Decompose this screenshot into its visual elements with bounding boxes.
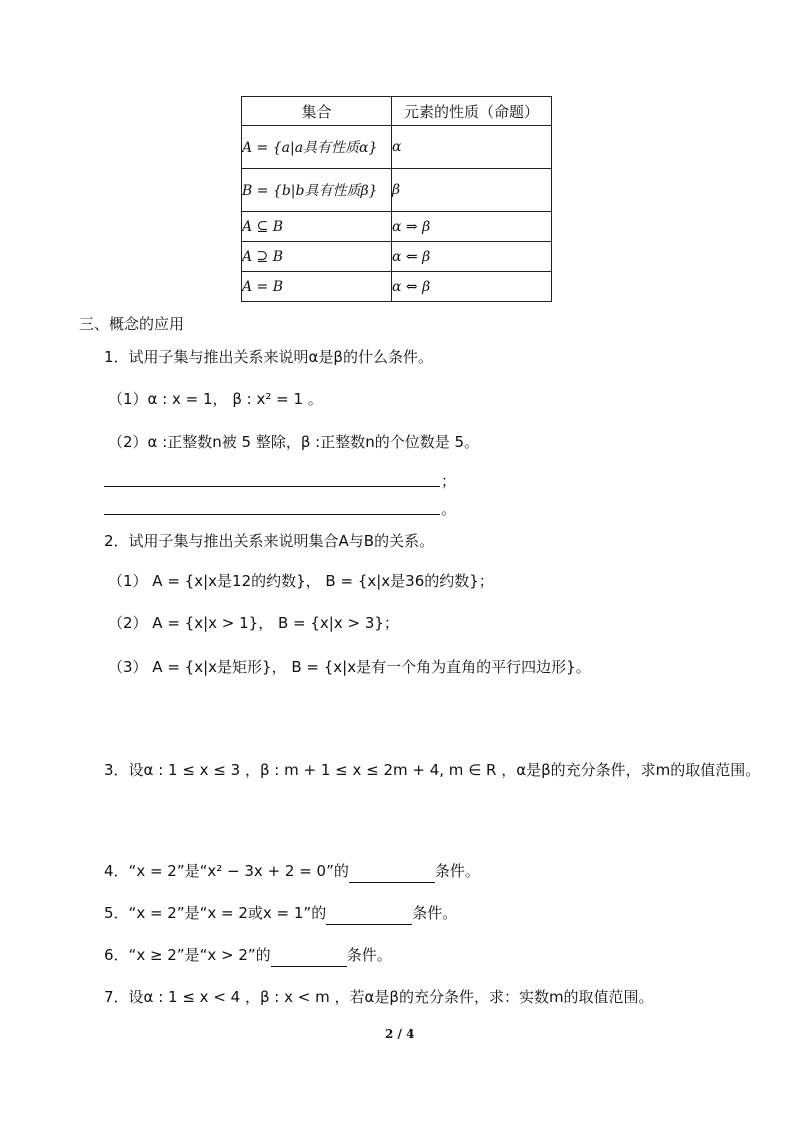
header-property: 元素的性质（命题） [392,97,552,126]
question-2-stem: 2．试用子集与推出关系来说明集合A与B的关系。 [104,532,435,550]
table-row-1-left: A = {a|a具有性质α} [242,126,392,169]
question-3: 3．设α : 1 ≤ x ≤ 3 ，β : m + 1 ≤ x ≤ 2m + 4, m ∈ R ，α是β的充分条件，求m的取值范围。 [104,761,761,779]
question-6-blank[interactable] [271,948,347,967]
question-5-text: 5．“x = 2”是“x = 2或x = 1”的 [104,904,327,922]
question-2-part-1: （1） A = {x|x是12的约数}， B = {x|x是36的约数}； [108,572,494,590]
table-row-4-right: α ⇐ β [392,242,552,272]
table-row-2-right: β [392,169,552,212]
table-row-5-left: A = B [242,272,392,302]
question-1-part-2: （2）α :正整数n被 5 整除，β :正整数n的个位数是 5。 [108,433,480,451]
table-row-3-right: α ⇒ β [392,212,552,242]
section-title: 三、概念的应用 [79,315,185,333]
answer-line-1-end: ； [441,472,457,490]
question-7: 7．设α : 1 ≤ x < 4 ，β : x < m ，若α是β的充分条件，求：实数m的取值范围。 [104,988,654,1006]
page-number: 2 / 4 [385,1027,415,1041]
table-row-2-left: B = {b|b具有性质β} [242,169,392,212]
set-property-table [241,96,552,302]
table-row-3-left: A ⊆ B [242,212,392,242]
question-6-text: 6．“x ≥ 2”是“x > 2”的 [104,946,271,964]
table-row-4-left: A ⊇ B [242,242,392,272]
question-1-stem: 1．试用子集与推出关系来说明α是β的什么条件。 [104,348,434,366]
question-5-blank[interactable] [326,906,412,925]
question-4-blank[interactable] [349,864,435,883]
question-6 [104,944,392,967]
answer-line-1[interactable] [104,486,440,487]
header-set: 集合 [242,97,392,126]
answer-line-2[interactable] [104,514,440,515]
question-4-end: 条件。 [434,862,480,880]
question-1-part-1: （1）α : x = 1， β : x² = 1 。 [108,390,323,408]
question-4-text: 4．“x = 2”是“x² − 3x + 2 = 0”的 [104,862,349,880]
question-2-part-3: （3） A = {x|x是矩形}， B = {x|x是有一个角为直角的平行四边形}。 [108,658,591,676]
question-6-end: 条件。 [346,946,392,964]
question-5 [104,902,457,925]
answer-line-2-end: 。 [441,500,457,518]
table-row-5-right: α ⇔ β [392,272,552,302]
question-4 [104,860,480,883]
question-5-end: 条件。 [412,904,458,922]
table-row-1-right: α [392,126,552,169]
question-2-part-2: （2） A = {x|x > 1}， B = {x|x > 3}； [108,614,399,632]
